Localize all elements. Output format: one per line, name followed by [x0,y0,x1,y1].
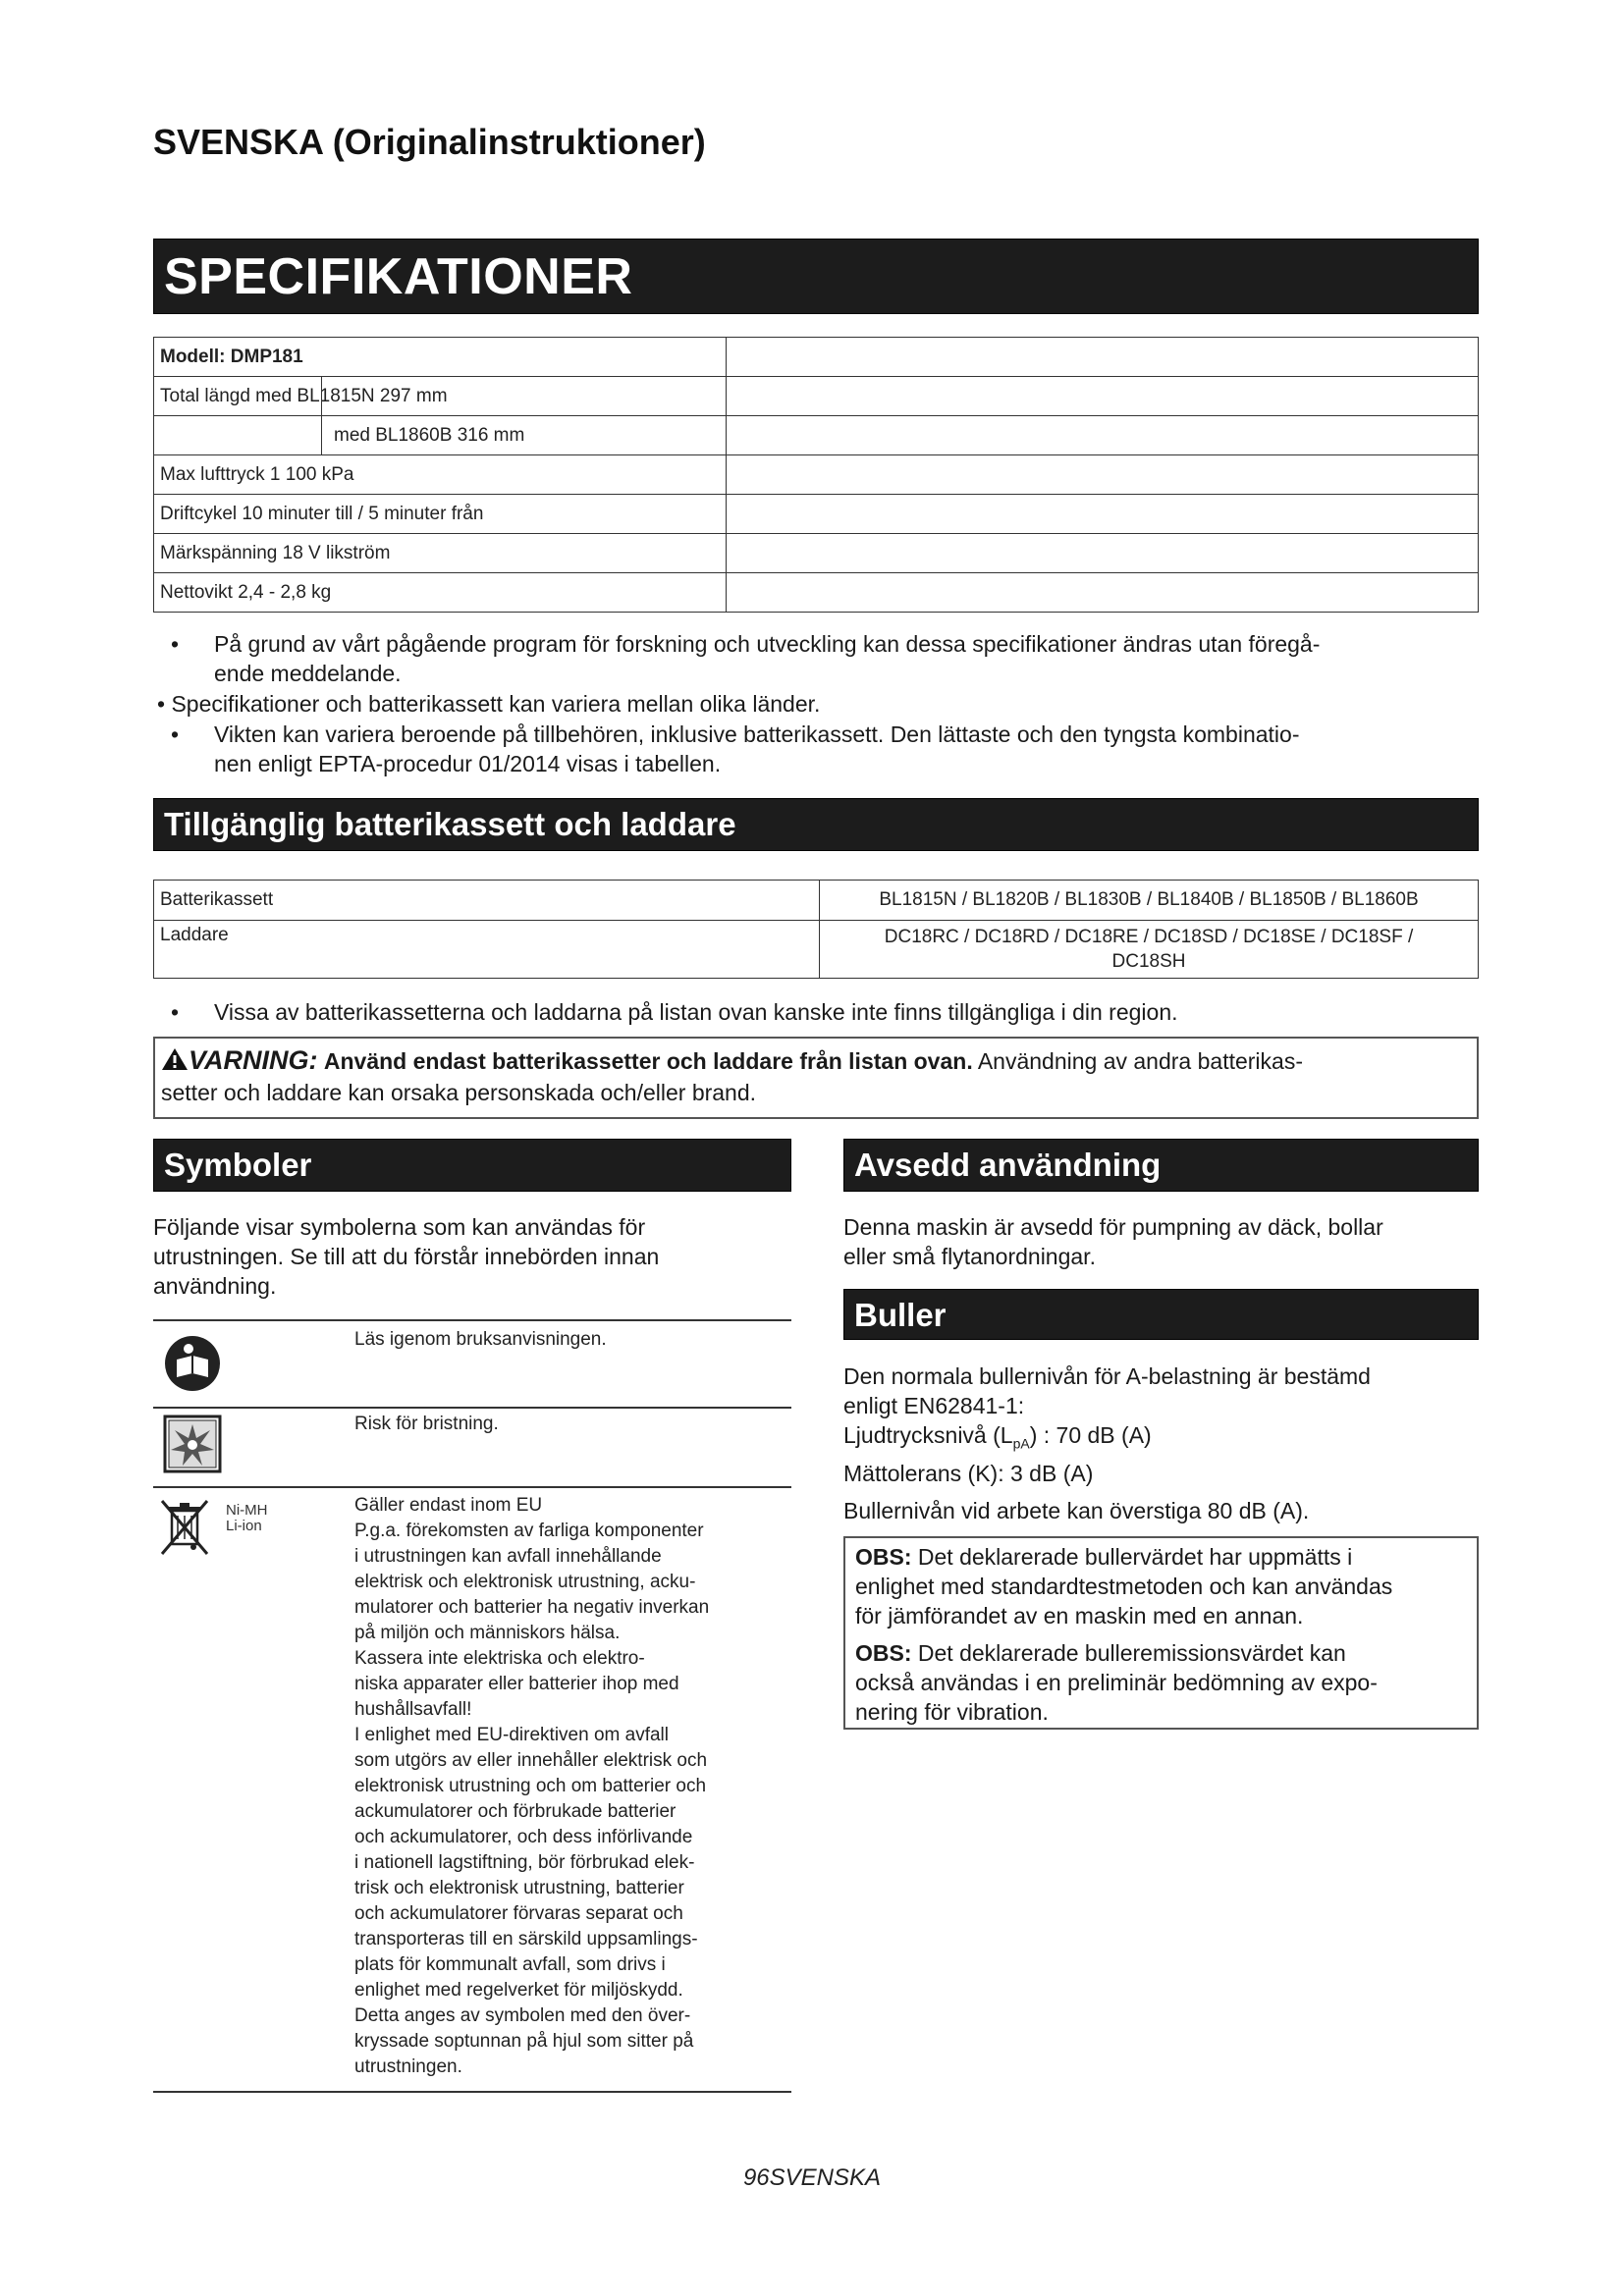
symbol-divider [153,2091,791,2093]
symbols-heading: Symboler [153,1139,791,1192]
intended-use-line: eller små flytanordningar. [843,1244,1096,1269]
noise-work-level: Bullernivån vid arbete kan överstiga 80 dB (A). [843,1497,1310,1523]
weee-line: utrustningen. [354,2056,462,2077]
spec-duty-cycle: Driftcykel 10 minuter till / 5 minuter från [154,495,727,534]
symbols-intro-line: användning. [153,1273,277,1299]
symbol-divider [153,1407,791,1409]
intended-use-text [843,1212,1482,1271]
weee-line: i utrustningen kan avfall innehållande [354,1546,662,1567]
weee-line: transporteras till en särskild uppsamlings- [354,1929,698,1949]
table-row [154,881,1479,921]
weee-line: Detta anges av symbolen med den över- [354,2005,691,2026]
symbol-text-weee [354,1493,786,2080]
spec-note-1b: ende meddelande. [214,661,402,686]
table-row [154,495,1479,534]
page-footer: 96SVENSKA [742,2164,882,2191]
weee-line: Kassera inte elektriska och elektro- [354,1648,645,1669]
weee-line: P.g.a. förekomsten av farliga komponenter [354,1521,704,1541]
spec-length-bl1815n [154,377,727,416]
spec-empty-cell [727,455,1479,495]
table-row [154,416,1479,455]
obs-line: Det deklarerade bullervärdet har uppmätts i [917,1544,1353,1570]
warning-text-2: setter och laddare kan orsaka personskada och/eller brand. [161,1080,757,1105]
intended-use-line: Denna maskin är avsedd för pumpning av däck, bollar [843,1214,1383,1240]
battery-label: Batterikassett [154,881,820,921]
weee-line: elektronisk utrustning och om batterier och [354,1776,707,1796]
noise-line: Den normala bullernivån för A-belastning är bestämd [843,1363,1371,1389]
weee-line: plats för kommunalt avfall, som drivs i [354,1954,666,1975]
intended-use-heading: Avsedd användning [843,1139,1479,1192]
noise-lpa-suffix: ) : 70 dB (A) [1029,1422,1152,1448]
weee-line: trisk och elektronisk utrustning, batterier [354,1878,684,1898]
symbols-intro-line: utrustningen. Se till att du förstår innebörden innan [153,1244,660,1269]
battery-table [153,880,1479,979]
table-row [154,921,1479,979]
weee-line: och ackumulatorer, och dess införlivande [354,1827,693,1847]
warning-bold-text: Använd endast batterikassetter och laddare från listan ovan. [323,1048,973,1074]
obs-line: Det deklarerade bulleremissionsvärdet kan [917,1640,1346,1666]
weee-line: mulatorer och batterier ha negativ inverkan [354,1597,710,1618]
explosion-risk-icon [163,1415,222,1473]
specifications-heading: SPECIFIKATIONER [153,239,1479,314]
spec-model: Modell: DMP181 [154,338,727,377]
noise-line: enligt EN62841-1: [843,1393,1025,1418]
spec-weight: Nettovikt 2,4 - 2,8 kg [154,573,727,613]
symbol-text-manual: Läs igenom bruksanvisningen. [354,1329,607,1350]
weee-line: hushållsavfall! [354,1699,472,1720]
obs-label: OBS: [855,1544,912,1570]
obs-note-1 [855,1542,1467,1630]
weee-line: enlighet med regelverket för miljöskydd. [354,1980,683,2001]
symbol-text-burst: Risk för bristning. [354,1414,499,1434]
spec-length-bl1860b: med BL1860B 316 mm [334,424,525,446]
symbols-intro-line: Följande visar symbolerna som kan användas för [153,1214,646,1240]
weee-line: på miljön och människors hälsa. [354,1623,621,1643]
spec-empty-cell [727,377,1479,416]
weee-line: I enlighet med EU-direktiven om avfall [354,1725,669,1745]
spec-length-label: Total längd med BL1815N 297 mm [160,385,448,406]
noise-text [843,1362,1482,1525]
noise-lpa-sub: pA [1012,1435,1030,1452]
symbol-divider [153,1486,791,1488]
symbols-intro [153,1212,791,1301]
table-row [154,573,1479,613]
warning-box [153,1037,1479,1119]
spec-length-bl1860b-cell [154,416,727,455]
weee-line: och ackumulatorer förvaras separat och [354,1903,683,1924]
noise-lpa [843,1420,1482,1459]
weee-line: niska apparater eller batterier ihop med [354,1674,679,1694]
symbol-divider [153,1319,791,1321]
obs-box [843,1536,1479,1730]
spec-note-1a: På grund av vårt pågående program för forskning och utveckling kan dessa specifikationer ändras utan föregå- [214,631,1321,657]
badge-liion: Li-ion [226,1518,262,1534]
table-row [154,455,1479,495]
read-manual-icon [163,1334,222,1393]
spec-empty-cell [727,573,1479,613]
spec-note-3b: nen enligt EPTA-procedur 01/2014 visas i tabellen. [214,751,722,776]
table-row [154,377,1479,416]
spec-voltage: Märkspänning 18 V likström [154,534,727,573]
obs-note-2 [855,1638,1467,1727]
battery-value: BL1815N / BL1820B / BL1830B / BL1840B / BL1850B / BL1860B [820,881,1479,921]
battery-heading: Tillgänglig batterikassett och laddare [153,798,1479,851]
obs-line: enlighet med standardtestmetoden och kan användas [855,1574,1393,1599]
spec-empty-cell [727,338,1479,377]
spec-empty-cell [727,495,1479,534]
battery-note: Vissa av batterikassetterna och laddarna på listan ovan kanske inte finns tillgängliga i din region. [214,999,1178,1025]
weee-line: i nationell lagstiftning, bör förbrukad elek- [354,1852,695,1873]
bullet-icon: • [171,631,180,657]
charger-label: Laddare [154,921,820,979]
obs-line: också användas i en preliminär bedömning av expo- [855,1670,1378,1695]
spec-note-3a: Vikten kan variera beroende på tillbehören, inklusive batterikassett. Den lättaste och den tyngsta kombinatio- [214,721,1300,747]
warning-text-1: Användning av andra batterikas- [977,1048,1303,1074]
spec-note-2: • Specifikationer och batterikassett kan variera mellan olika länder. [157,691,821,717]
obs-line: för jämförandet av en maskin med en annan. [855,1603,1304,1629]
obs-line: nering för vibration. [855,1699,1049,1725]
spec-empty-cell [727,416,1479,455]
table-row [154,338,1479,377]
bullet-icon: • [171,999,180,1025]
table-row [154,534,1479,573]
weee-line: Gäller endast inom EU [354,1495,543,1516]
weee-line: ackumulatorer och förbrukade batterier [354,1801,677,1822]
language-title: SVENSKA (Originalinstruktioner) [153,122,706,162]
spec-empty-cell [727,534,1479,573]
badge-nimh: Ni-MH [226,1502,268,1519]
noise-tolerance: Mättolerans (K): 3 dB (A) [843,1460,1094,1486]
charger-value: DC18RC / DC18RD / DC18RE / DC18SD / DC18SE / DC18SF / DC18SH [820,921,1479,979]
bullet-icon: • [171,721,180,747]
warning-triangle-icon [161,1047,189,1071]
weee-line: kryssade soptunnan på hjul som sitter på [354,2031,694,2052]
noise-heading: Buller [843,1289,1479,1340]
crossed-bin-icon [160,1497,213,1562]
specifications-table [153,337,1479,613]
battery-type-badge [226,1503,268,1534]
obs-label: OBS: [855,1640,912,1666]
warning-label: VARNING: [189,1045,318,1075]
weee-line: som utgörs av eller innehåller elektrisk och [354,1750,708,1771]
spec-max-pressure: Max lufttryck 1 100 kPa [154,455,727,495]
weee-line: elektrisk och elektronisk utrustning, acku- [354,1572,696,1592]
noise-lpa-prefix: Ljudtrycksnivå (L [843,1422,1013,1448]
